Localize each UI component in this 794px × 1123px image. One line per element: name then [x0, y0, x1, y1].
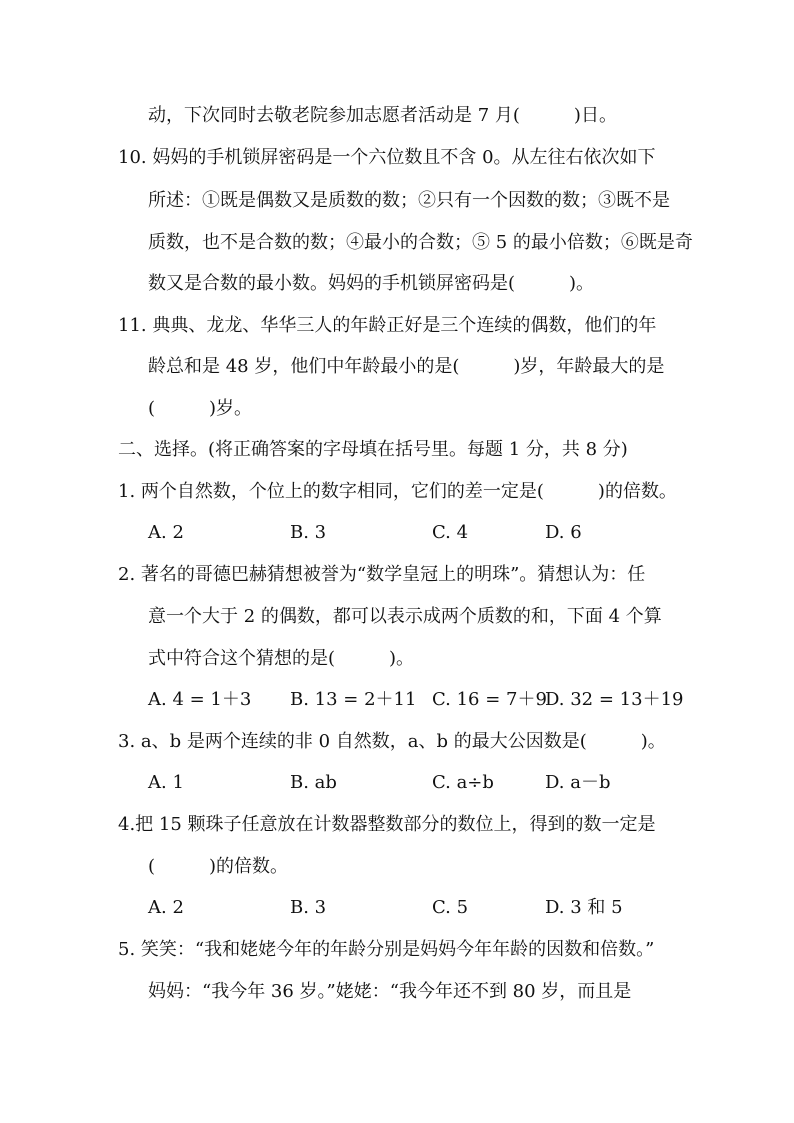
choice-2-option-d: D. 32 = 13＋19 — [545, 689, 684, 710]
choice-3-option-a: A. 1 — [148, 772, 184, 793]
choice-4-option-a: A. 2 — [148, 897, 184, 918]
choice-2-line-2: 意一个大于 2 的偶数，都可以表示成两个质数的和，下面 4 个算 — [148, 606, 662, 627]
choice-3-option-b: B. ab — [290, 772, 337, 793]
choice-2-line-3: 式中符合这个猜想的是( )。 — [148, 648, 415, 669]
choice-5-line-2: 妈妈：“我今年 36 岁。”姥姥：“我今年还不到 80 岁，而且是 — [148, 981, 632, 1002]
choice-4-option-b: B. 3 — [290, 897, 327, 918]
question-10-line-4: 数又是合数的最小数。妈妈的手机锁屏密码是( )。 — [148, 273, 595, 294]
choice-2-option-c: C. 16 = 7＋9 — [432, 689, 547, 710]
choice-3-option-c: C. a÷b — [432, 772, 494, 793]
choice-1-option-b: B. 3 — [290, 522, 327, 543]
choice-3-option-d: D. a－b — [545, 772, 611, 793]
choice-3-stem: 3. a、b 是两个连续的非 0 自然数，a、b 的最大公因数是( )。 — [118, 731, 666, 752]
question-10-line-1: 10. 妈妈的手机锁屏密码是一个六位数且不含 0。从左往右依次如下 — [118, 147, 656, 168]
question-11-line-1: 11. 典典、龙龙、华华三人的年龄正好是三个连续的偶数，他们的年 — [118, 315, 657, 336]
question-11-line-2: 龄总和是 48 岁，他们中年龄最小的是( )岁，年龄最大的是 — [148, 356, 665, 377]
section-2-heading: 二、选择。(将正确答案的字母填在括号里。每题 1 分，共 8 分) — [118, 439, 628, 460]
choice-2-option-a: A. 4 = 1＋3 — [148, 689, 252, 710]
choice-1-stem: 1. 两个自然数，个位上的数字相同，它们的差一定是( )的倍数。 — [118, 481, 677, 502]
choice-1-option-d: D. 6 — [545, 522, 582, 543]
question-11-line-3: ( )岁。 — [148, 398, 253, 419]
choice-1-option-a: A. 2 — [148, 522, 184, 543]
choice-5-line-1: 5. 笑笑：“我和姥姥今年的年龄分别是妈妈今年年龄的因数和倍数。” — [118, 939, 655, 960]
choice-4-option-d: D. 3 和 5 — [545, 897, 623, 918]
choice-1-option-c: C. 4 — [432, 522, 469, 543]
choice-4-line-1: 4.把 15 颗珠子任意放在计数器整数部分的数位上，得到的数一定是 — [118, 814, 656, 835]
choice-2-line-1: 2. 著名的哥德巴赫猜想被誉为“数学皇冠上的明珠”。猜想认为：任 — [118, 564, 646, 585]
choice-4-line-2: ( )的倍数。 — [148, 856, 289, 877]
choice-2-option-b: B. 13 = 2＋11 — [290, 689, 417, 710]
question-10-line-3: 质数，也不是合数的数；④最小的合数；⑤ 5 的最小倍数；⑥既是奇 — [148, 232, 693, 253]
choice-4-option-c: C. 5 — [432, 897, 469, 918]
question-9-tail: 动，下次同时去敬老院参加志愿者活动是 7 月( )日。 — [148, 105, 617, 126]
question-10-line-2: 所述：①既是偶数又是质数的数；②只有一个因数的数；③既不是 — [148, 190, 670, 211]
